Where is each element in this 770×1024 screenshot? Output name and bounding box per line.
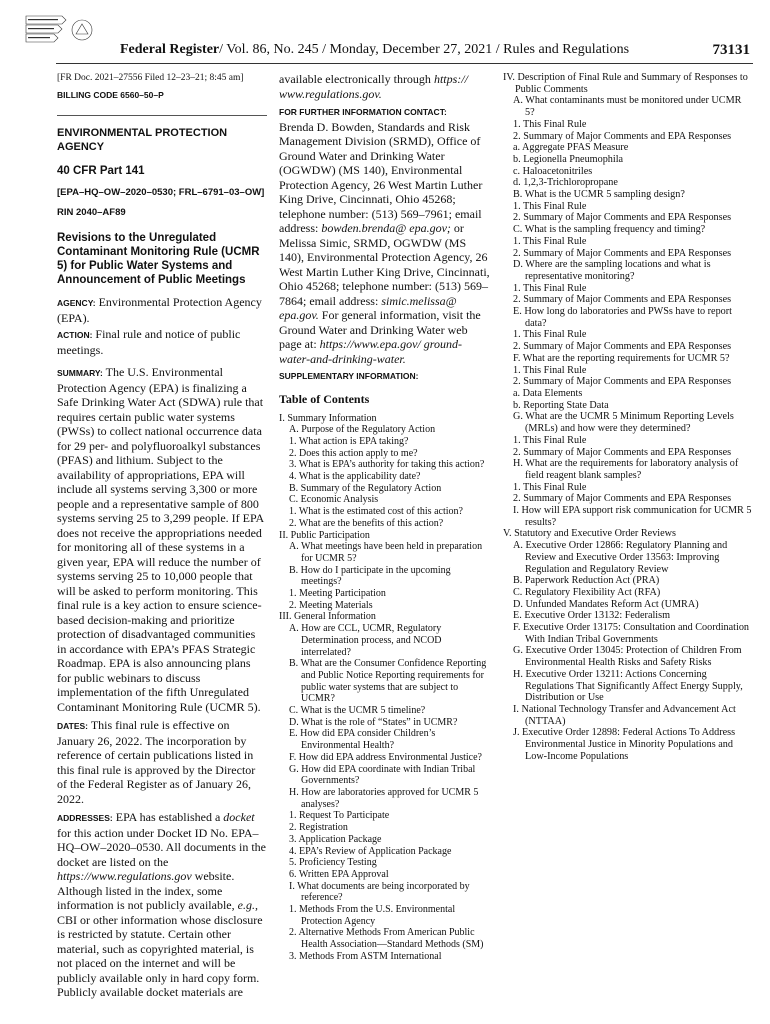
page-number: 73131 bbox=[712, 42, 750, 58]
toc-item: 3. Application Package bbox=[289, 833, 382, 845]
toc-item: 4. EPA’s Review of Application Package bbox=[289, 845, 452, 857]
issue-info: / Vol. 86, No. 245 / Monday, December 27, 2021 / Rules and Regulations bbox=[219, 42, 630, 57]
toc-item: b. Legionella Pneumophila bbox=[513, 153, 624, 165]
column-1 bbox=[57, 72, 267, 1000]
addresses-text-1: EPA has established a bbox=[115, 810, 221, 824]
toc-item: I. Summary Information bbox=[279, 412, 377, 424]
toc-item: 1. This Final Rule bbox=[513, 329, 587, 341]
toc-item: c. Haloacetonitriles bbox=[513, 165, 593, 177]
column-3 bbox=[503, 72, 753, 762]
gpo-authentication-seal bbox=[22, 12, 102, 46]
gpo-seal-icon bbox=[22, 12, 102, 46]
toc-item: F. How did EPA address Environmental Justice? bbox=[289, 751, 482, 763]
toc-item: 1. Meeting Participation bbox=[289, 588, 386, 600]
toc-item: H. Executive Order 13211: Actions Concerning Regulations That Significantly Affect Energy Supply, Distribution or Use bbox=[513, 668, 743, 704]
agency-label: AGENCY: bbox=[57, 298, 96, 308]
toc-item: 1. This Final Rule bbox=[513, 481, 587, 493]
toc-item: 1. This Final Rule bbox=[513, 118, 587, 130]
toc-item: A. What meetings have been held in preparation for UCMR 5? bbox=[289, 541, 483, 564]
toc-item: 3. What is EPA’s authority for taking this action? bbox=[289, 459, 485, 471]
toc-item: a. Aggregate PFAS Measure bbox=[513, 142, 629, 154]
agency-text: Environmental Protection Agency (EPA). bbox=[57, 295, 262, 325]
toc-item: 2. Summary of Major Comments and EPA Responses bbox=[513, 130, 732, 142]
toc-item: 3. Methods From ASTM International bbox=[289, 950, 442, 962]
toc-item: V. Statutory and Executive Order Reviews bbox=[503, 528, 676, 540]
contact-text-2: or Melissa Simic, SRMD, OGWDW (MS 140), Environmental Protection Agency, 26 West Martin Luther King Drive, Cincinnati, Ohio 45268; telephone number: (513) 569–7864; email address: bbox=[279, 221, 490, 308]
supplementary-label: SUPPLEMENTARY INFORMATION: bbox=[279, 371, 419, 381]
summary-block bbox=[57, 365, 267, 714]
column-2 bbox=[279, 72, 491, 963]
dates-label: DATES: bbox=[57, 721, 89, 731]
toc-item: 4. What is the applicability date? bbox=[289, 471, 421, 483]
toc-item: I. National Technology Transfer and Advancement Act (NTTAA) bbox=[513, 703, 736, 727]
supplementary-heading bbox=[279, 368, 491, 384]
addresses-block bbox=[57, 810, 267, 1000]
toc-item: 1. Request To Participate bbox=[289, 810, 390, 822]
toc-item: A. How are CCL, UCMR, Regulatory Determination process, and NCOD interrelated? bbox=[289, 623, 442, 658]
toc-item: II. Public Participation bbox=[279, 529, 370, 541]
summary-label: SUMMARY: bbox=[57, 368, 103, 378]
toc-item: G. What are the UCMR 5 Minimum Reporting Levels (MRLs) and how were they determined? bbox=[513, 411, 734, 435]
contact-label: FOR FURTHER INFORMATION CONTACT: bbox=[279, 107, 447, 117]
toc-item: J. Executive Order 12898: Federal Actions To Address Environmental Justice in Minority Populations and Low-Income Populations bbox=[513, 727, 736, 762]
toc-title: Table of Contents bbox=[279, 391, 370, 406]
simic-email-link[interactable]: simic.melissa@ epa.gov. bbox=[279, 293, 457, 322]
toc-item: B. What are the Consumer Confidence Reporting and Public Notice Reporting requirements for public water systems that are subject to UCMR? bbox=[289, 658, 487, 705]
eg-abbrev: e.g., bbox=[237, 898, 258, 912]
summary-text: The U.S. Environmental Protection Agency (EPA) is finalizing a Safe Drinking Water Act (SDWA) rule that requires certain public water systems (PWSs) to collect national occurrence data for 29 per- and polyfluoroalkyl substances (PFAS) and lithium. Subject to the availability of appropriations, EPA will include all systems serving 3,300 or more people and a representative sample of 800 systems serving 25 to 3,299 people. If EPA does not receive the appropriations needed for monitoring all of these systems in a given year, EPA will reduce the number of systems serving 25 to 10,000 people that will be asked to perform monitoring. This final rule is a key action to ensure science-based decision-making and prioritize protection of disadvantaged communities in accordance with EPA’s PFAS Strategic Roadmap. EPA is also announcing plans for public webinars to discuss implementation of the fifth Unregulated Contaminant Monitoring Rule (UCMR 5). bbox=[57, 365, 264, 714]
toc-item: 2. Alternative Methods From American Public Health Association—Standard Methods (SM) bbox=[289, 927, 484, 951]
agency-block bbox=[57, 295, 267, 325]
agency-heading: ENVIRONMENTAL PROTECTION AGENCY bbox=[57, 127, 228, 153]
toc-item: B. What is the UCMR 5 sampling design? bbox=[513, 189, 685, 201]
toc-item: B. Paperwork Reduction Act (PRA) bbox=[513, 575, 660, 587]
toc-item: 1. This Final Rule bbox=[513, 434, 587, 446]
toc-item: D. Where are the sampling locations and what is representative monitoring? bbox=[513, 259, 711, 282]
toc-item: F. What are the reporting requirements for UCMR 5? bbox=[513, 352, 730, 364]
toc-item: H. What are the requirements for laboratory analysis of field reagent blank samples? bbox=[513, 458, 739, 481]
toc-item: 1. This Final Rule bbox=[513, 364, 587, 376]
toc-item: a. Data Elements bbox=[513, 387, 583, 399]
toc-item: D. Unfunded Mandates Reform Act (UMRA) bbox=[513, 598, 699, 610]
toc-item: III. General Information bbox=[279, 611, 376, 623]
contact-text-3: For general information, visit the Ground Water and Drinking Water web page at: bbox=[279, 308, 481, 351]
toc-item: A. Executive Order 12866: Regulatory Planning and Review and Executive Order 13563: Improving Regulation and Regulatory Review bbox=[513, 540, 728, 575]
toc-item: 1. What is the estimated cost of this action? bbox=[289, 506, 463, 518]
rin-number: RIN 2040–AF89 bbox=[57, 207, 126, 218]
toc-item: 1. What action is EPA taking? bbox=[289, 435, 409, 447]
toc-item: E. How did EPA consider Children’s Environmental Health? bbox=[289, 728, 436, 752]
dates-text: This final rule is effective on January 26, 2022. The incorporation by reference of certain publications listed in this final rule is approved by the Director of the Federal Register as of January 26, 2022. bbox=[57, 718, 256, 806]
toc-item: 2. Meeting Materials bbox=[289, 599, 373, 611]
toc-item: B. Summary of the Regulatory Action bbox=[289, 482, 442, 494]
addresses-text-3: website. Although listed in the index, some information is not publicly available, bbox=[57, 869, 235, 912]
toc-item: I. How will EPA support risk communication for UCMR 5 results? bbox=[513, 505, 752, 528]
toc-item: 1. This Final Rule bbox=[513, 282, 587, 294]
addresses-docket-word: docket bbox=[223, 810, 255, 824]
toc-list-col2 bbox=[279, 413, 491, 963]
toc-item: 2. Summary of Major Comments and EPA Responses bbox=[513, 376, 732, 388]
addresses-label: ADDRESSES: bbox=[57, 813, 113, 823]
toc-item: 2. Does this action apply to me? bbox=[289, 447, 418, 459]
action-block bbox=[57, 327, 267, 357]
toc-item: 1. This Final Rule bbox=[513, 200, 587, 212]
toc-item: F. Executive Order 13175: Consultation and Coordination With Indian Tribal Governments bbox=[513, 622, 750, 645]
availability-text: available electronically through bbox=[279, 72, 431, 86]
toc-item: H. How are laboratories approved for UCMR 5 analyses? bbox=[289, 787, 479, 810]
toc-item: IV. Description of Final Rule and Summary of Responses to Public Comments bbox=[503, 72, 748, 95]
section-divider bbox=[57, 115, 267, 116]
addresses-text-2: for this action under Docket ID No. EPA–HQ–OW–2020–0530. All documents in the docket are listed on the bbox=[57, 825, 266, 869]
toc-item: D. What is the role of “States” in UCMR? bbox=[289, 716, 458, 728]
toc-item: 2. Summary of Major Comments and EPA Responses bbox=[513, 294, 732, 306]
toc-item: A. Purpose of the Regulatory Action bbox=[289, 424, 436, 436]
header-rule bbox=[56, 63, 753, 64]
action-label: ACTION: bbox=[57, 330, 93, 340]
toc-item: C. Economic Analysis bbox=[289, 494, 379, 506]
action-text: Final rule and notice of public meetings. bbox=[57, 327, 241, 357]
toc-item: 2. Registration bbox=[289, 822, 348, 834]
toc-item: 1. Methods From the U.S. Environmental Protection Agency bbox=[289, 904, 456, 927]
page-header bbox=[120, 40, 750, 60]
toc-item: I. What documents are being incorporated by reference? bbox=[289, 880, 470, 904]
addresses-text-4: CBI or other information whose disclosure is restricted by statute. Certain other material, such as copyrighted material, is not placed on the internet and will be publicly available only in hard copy form. Publicly available docket materials are bbox=[57, 912, 263, 999]
ground-water-link[interactable]: https://www.epa.gov/ ground-water-and-drinking-water. bbox=[279, 337, 462, 366]
toc-item: G. How did EPA coordinate with Indian Tribal Governments? bbox=[289, 763, 476, 787]
contact-text-1: Brenda D. Bowden, Standards and Risk Management Division (SRMD), Office of Ground Water and Drinking Water (OGWDW) (MS 140), Environmental Protection Agency, 26 West Martin Luther King Drive, Cincinnati, Ohio 45268; telephone number: (513) 569–7961; email address: bbox=[279, 119, 483, 235]
regulations-gov-link-2[interactable]: https:// www.regulations.gov. bbox=[279, 72, 468, 101]
fr-doc-line: [FR Doc. 2021–27556 Filed 12–23–21; 8:45 am] bbox=[57, 73, 244, 83]
toc-item: 2. Summary of Major Comments and EPA Responses bbox=[513, 493, 732, 505]
toc-item: B. How do I participate in the upcoming meetings? bbox=[289, 564, 451, 588]
toc-item: b. Reporting State Data bbox=[513, 399, 609, 411]
toc-item: 1. This Final Rule bbox=[513, 235, 587, 247]
toc-item: G. Executive Order 13045: Protection of Children From Environmental Health Risks and Safety Risks bbox=[513, 645, 742, 669]
toc-item: C. What is the UCMR 5 timeline? bbox=[289, 705, 426, 717]
toc-item: A. What contaminants must be monitored under UCMR 5? bbox=[513, 95, 742, 119]
toc-item: E. How long do laboratories and PWSs have to report data? bbox=[513, 306, 732, 329]
toc-item: 2. Summary of Major Comments and EPA Responses bbox=[513, 212, 732, 224]
docket-number: [EPA–HQ–OW–2020–0530; FRL–6791–03–OW] bbox=[57, 187, 265, 198]
toc-item: d. 1,2,3-Trichloropropane bbox=[513, 177, 618, 189]
billing-code: BILLING CODE 6560–50–P bbox=[57, 89, 164, 100]
toc-item: C. Regulatory Flexibility Act (RFA) bbox=[513, 586, 661, 598]
contact-block bbox=[279, 104, 491, 366]
toc-item: 2. Summary of Major Comments and EPA Responses bbox=[513, 247, 732, 259]
dates-block bbox=[57, 718, 267, 806]
bowden-email-link[interactable]: bowden.brenda@ epa.gov; bbox=[321, 221, 451, 235]
journal-name: Federal Register bbox=[120, 42, 220, 57]
regulations-gov-link[interactable]: https://www.regulations.gov bbox=[57, 869, 192, 883]
toc-item: E. Executive Order 13132: Federalism bbox=[513, 610, 671, 622]
toc-item: 6. Written EPA Approval bbox=[289, 868, 389, 880]
toc-list-col3 bbox=[503, 72, 753, 762]
toc-item: C. What is the sampling frequency and timing? bbox=[513, 224, 706, 236]
toc-item: 2. Summary of Major Comments and EPA Responses bbox=[513, 446, 732, 458]
toc-item: 5. Proficiency Testing bbox=[289, 857, 377, 869]
availability-block bbox=[279, 72, 491, 101]
cfr-part: 40 CFR Part 141 bbox=[57, 165, 145, 177]
toc-item: 2. Summary of Major Comments and EPA Responses bbox=[513, 341, 732, 353]
rule-title: Revisions to the Unregulated Contaminant Monitoring Rule (UCMR 5) for Public Water Systems and Announcement of Public Meetings bbox=[57, 232, 260, 286]
toc-item: 2. What are the benefits of this action? bbox=[289, 517, 444, 529]
